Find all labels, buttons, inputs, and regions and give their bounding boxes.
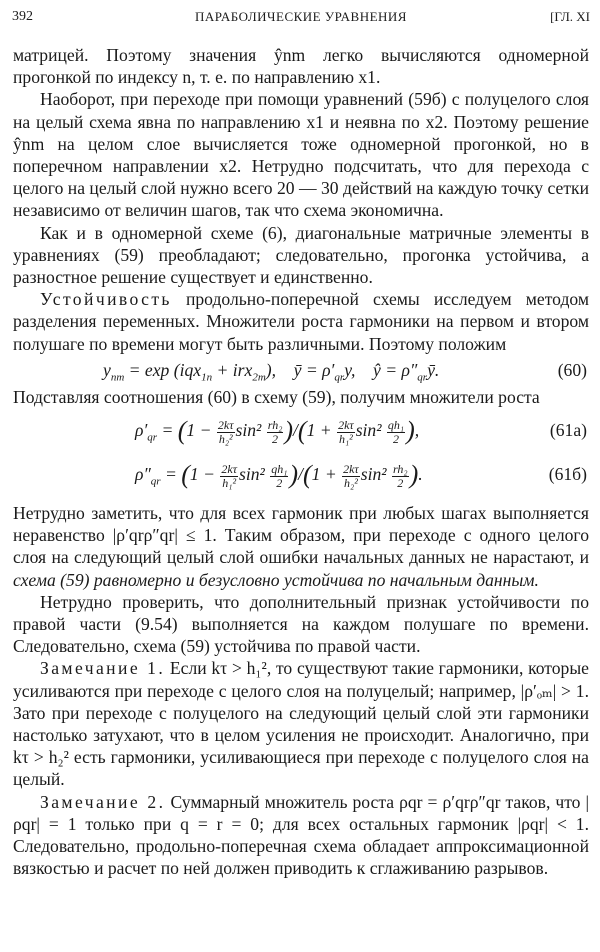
remark-1 (13, 657, 589, 790)
equation-61a (13, 408, 589, 452)
remark-2 (13, 791, 589, 880)
remark-2-text: Суммарный множитель роста ρqr = ρ′qrρ″qr таков, что |ρqr| = 1 только при q = r = 0; для всех остальных гармоник |ρqr| < 1. Следовательно, продольно-поперечная схема обладает аппроксимационной вязкостью и расчет по ней должен приводить к сглаживанию разрывов. (13, 791, 590, 879)
paragraph-4 (13, 288, 589, 355)
remark-2-label: Замечание 2. (40, 791, 166, 812)
paragraph-2: Наоборот, при переходе при помощи уравнений (59б) с полуцелого слоя на целый схема явна по направлению x1 и неявна по x2. Поэтому решение ŷnm на целом слое вычисляется тоже одномерной прогонкой, но в поперечном направлении x2. Нетрудно подсчитать, что для перехода с целого на целый слой нужно всего 20 — 30 действий на каждую точку сетки независимо от величин шагов, так что схема экономична. (13, 89, 589, 221)
equation-60-expression: $y_{nm} = \exp (iqx_{1n} + irx_{2m})$, ȳ = $\rho'_{qr}y$, ŷ = $\rho''_{qr}ȳ$. (103, 359, 440, 384)
paragraph-1: матрицей. Поэтому значения ŷnm легко вычисляются одномерной прогонкой по индексу n, т. е. по направлению x1. (13, 45, 589, 88)
equation-61a-number: (61а) (549, 420, 587, 441)
equation-60-number: (60) (557, 359, 587, 380)
equation-61b-expression: $\rho''_{qr} = (1$ − $\frac{2k\tau}{\text{h₁²}}$ sin² $\frac{\text{qh₁}}{2}$ )/(1 + $\frac{2k\tau}{\text{h₂²}}$ sin² $\frac{\text{rh₂}}{2}$ ). (135, 460, 423, 490)
page-body (13, 44, 589, 880)
stability-term: Устойчивость (40, 289, 172, 310)
equation-61b (13, 452, 589, 496)
paragraph-7: Нетрудно проверить, что дополнительный признак устойчивости по правой части (9.54) выполняется на каждом полушаге по времени. Следовательно, схема (59) устойчива по правой части. (13, 591, 589, 657)
remark-1-label: Замечание 1. (40, 658, 166, 679)
stability-conclusion: схема (59) равномерно и безусловно устойчива по начальным данным. (13, 569, 539, 590)
paragraph-6-text: Нетрудно заметить, что для всех гармоник при любых шагах выполняется неравенство |ρ′qrρ″qr| ≤ 1. Таким образом, при переходе с одного целого слоя на следующий целый слой ошибки начальных данных не нарастают, и (13, 503, 589, 568)
running-header (12, 6, 590, 28)
page-number: 392 (12, 9, 33, 24)
running-title: ПАРАБОЛИЧЕСКИЕ УРАВНЕНИЯ (195, 9, 407, 24)
paragraph-3: Как и в одномерной схеме (6), диагональные матричные элементы в уравнениях (59) преобладают; следовательно, прогонка устойчива, а разностное решение существует и единственно. (13, 222, 589, 288)
chapter-label: [ГЛ. XI (550, 9, 590, 24)
paragraph-5: Подставляя соотношения (60) в схему (59), получим множители роста (13, 386, 540, 407)
equation-61a-expression: $\rho'_{qr} = (1$ − $\frac{2k\tau}{\text{h₂²}}$ sin² $\frac{\text{rh₂}}{2}$ )/(1 + $\frac{2k\tau}{\text{h₁²}}$ sin² $\frac{\text{qh₁}}{2}$ ), (135, 416, 420, 446)
equation-60 (13, 355, 589, 386)
paragraph-6 (13, 502, 589, 591)
remark-1-text: Если kτ > h₁², то существуют такие гармоники, которые усиливаются при переходе с целого слоя на полуцелый; например, |ρ′ₒₘ| > 1. Зато при переходе с полуцелого на следующий целый слой эти гармоники настолько затухают, что в целом усиления не происходит. Аналогично, при kτ > h₂² есть гармоники, усиливающиеся при переходе с полуцелого слоя на целый. (13, 658, 589, 790)
paragraph-4-text: продольно-поперечной схемы исследуем методом разделения переменных. Множители роста гармоники на первом и втором полушаге по времени могут быть различными. Поэтому положим (13, 289, 589, 354)
equation-61b-number: (61б) (548, 464, 587, 485)
